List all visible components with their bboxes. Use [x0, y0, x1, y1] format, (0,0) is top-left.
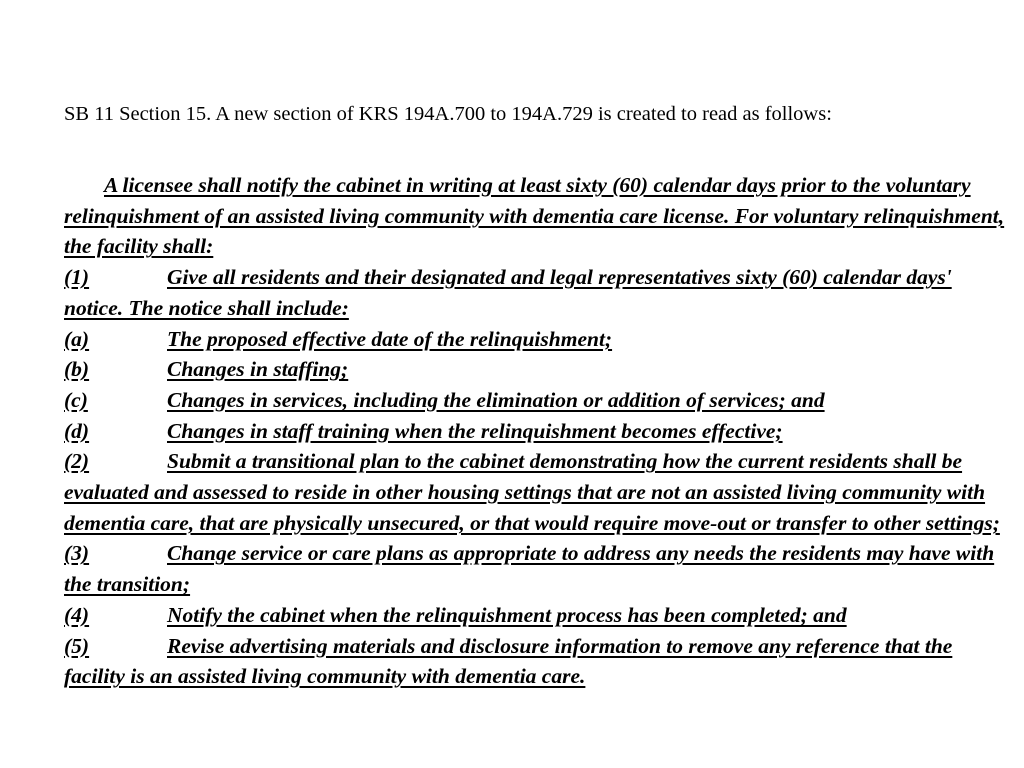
- intro-paragraph: A licensee shall notify the cabinet in writing at least sixty (60) calendar days prior to the voluntary relinquishment of an assisted living community with dementia care license. For voluntary relinquishment, the facility shall:: [64, 173, 1005, 259]
- list-item: [64, 631, 1010, 692]
- item-number: (1): [64, 265, 90, 290]
- list-item: [64, 416, 1010, 447]
- item-number: (b): [64, 357, 90, 382]
- item-text: Changes in services, including the elimination or addition of services; and: [167, 387, 825, 412]
- list-item: [64, 538, 1010, 599]
- section-heading: SB 11 Section 15. A new section of KRS 194A.700 to 194A.729 is created to read as follows:: [64, 103, 832, 125]
- item-number: (2): [64, 449, 90, 474]
- statute-text: [64, 170, 1010, 692]
- item-number: (d): [64, 418, 90, 443]
- item-text: Changes in staffing;: [167, 357, 349, 382]
- item-text: Revise advertising materials and disclosure information to remove any reference that the facility is an assisted living community with dementia care.: [64, 633, 953, 689]
- list-item: [64, 324, 1010, 355]
- item-number: (3): [64, 541, 90, 566]
- item-number: (a): [64, 326, 90, 351]
- list-item: [64, 262, 1010, 323]
- list-item: [64, 600, 1010, 631]
- list-item: [64, 385, 1010, 416]
- list-item: [64, 446, 1010, 538]
- item-number: (5): [64, 633, 90, 658]
- item-text: Give all residents and their designated and legal representatives sixty (60) calendar days' notice. The notice shall include:: [64, 265, 952, 320]
- item-text: Notify the cabinet when the relinquishment process has been completed; and: [167, 602, 847, 627]
- item-text: Changes in staff training when the relinquishment becomes effective;: [167, 418, 783, 443]
- item-number: (c): [64, 387, 88, 412]
- item-text: Submit a transitional plan to the cabinet demonstrating how the current residents shall be evaluated and assessed to reside in other housing settings that are not an assisted living community with dementia care, that are physically unsecured, or that would require move-out or transfer to other settings;: [64, 449, 1000, 535]
- item-number: (4): [64, 602, 90, 627]
- list-item: [64, 354, 1010, 385]
- item-text: The proposed effective date of the relinquishment;: [167, 326, 613, 351]
- item-text: Change service or care plans as appropriate to address any needs the residents may have with the transition;: [64, 541, 995, 597]
